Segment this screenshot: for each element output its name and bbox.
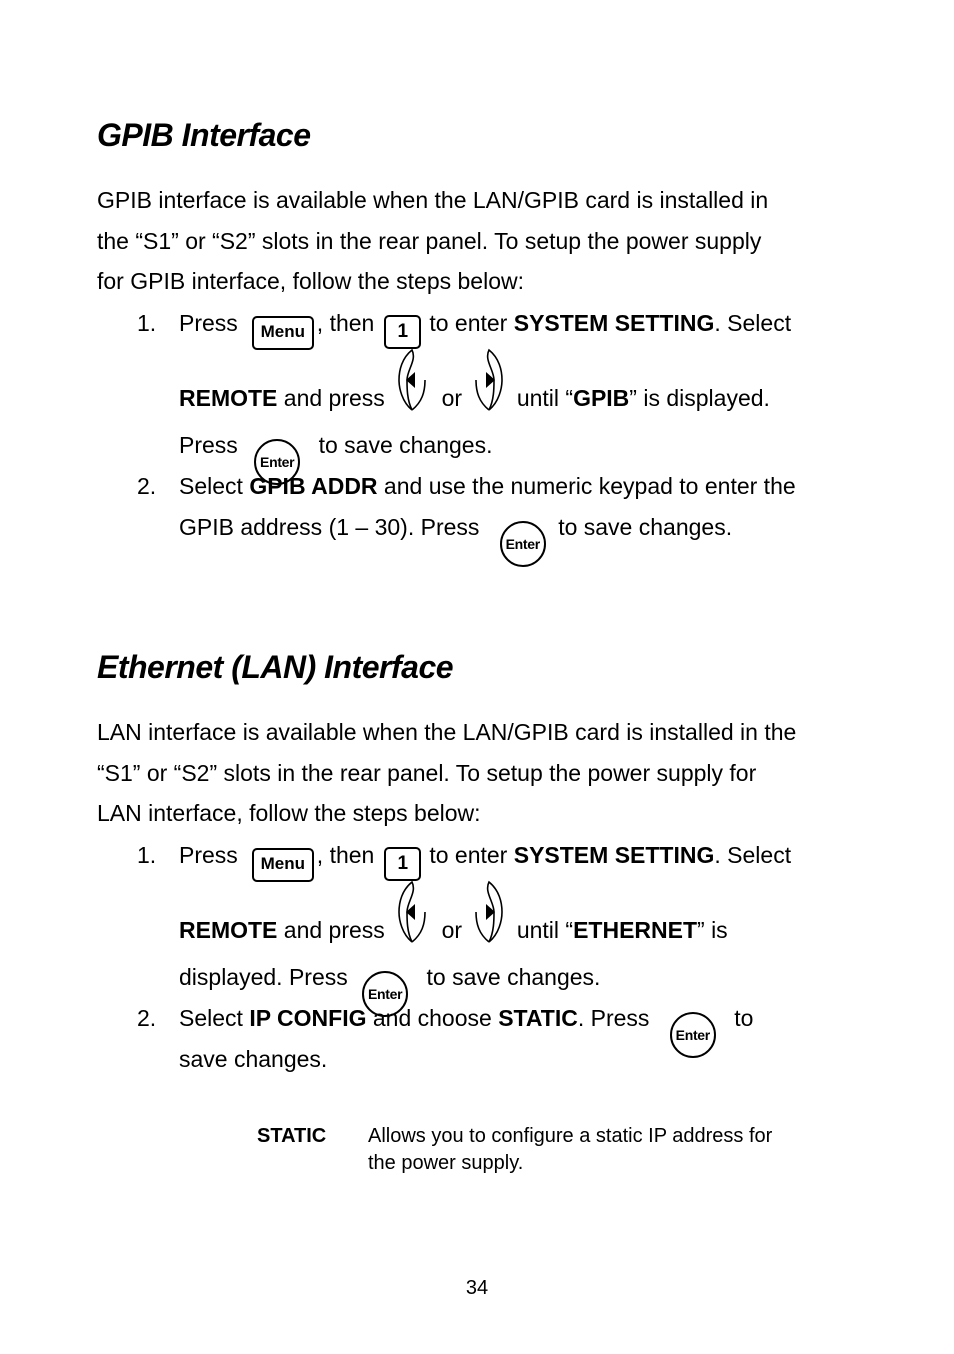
gpib-addr-label: GPIB ADDR [249,473,378,499]
text: and use the numeric keypad to enter the [377,473,796,499]
text: and choose [366,1005,499,1031]
text: Press [179,842,238,868]
text: displayed. Press [179,964,348,990]
lan-intro-line-2: “S1” or “S2” slots in the rear panel. To setup the power supply for [97,760,757,786]
one-key: 1 [384,847,421,881]
gpib-mode-label: GPIB [573,385,630,411]
text: Select [179,1005,250,1031]
remote-label: REMOTE [179,917,278,943]
text: until “ [516,385,574,411]
text: GPIB address (1 – 30). Press [179,514,480,540]
text: or [441,917,463,943]
lan-heading: Ethernet (LAN) Interface [97,649,454,685]
right-arrow-key-icon [474,880,504,946]
gpib-step1-number: 1. [137,310,157,336]
text: , then [316,842,375,868]
gpib-intro-line-3: for GPIB interface, follow the steps below: [97,268,524,294]
lan-step1-line-2 [179,880,728,946]
definition-term: STATIC [257,1125,327,1147]
text: and press [277,385,385,411]
text: to save changes. [426,964,601,990]
left-arrow-key-icon [397,348,427,414]
system-setting-label: SYSTEM SETTING [513,842,715,868]
lan-intro-line-1: LAN interface is available when the LAN/GPIB card is installed in the [97,719,797,745]
text: . Select [714,842,792,868]
gpib-heading: GPIB Interface [97,117,311,153]
definition-desc-line-2: the power supply. [368,1152,524,1174]
text: Press [179,432,238,458]
right-arrow-key-icon [474,348,504,414]
gpib-step2-number: 2. [137,473,157,499]
system-setting-label: SYSTEM SETTING [513,310,715,336]
lan-step1-number: 1. [137,842,157,868]
text: . Select [714,310,792,336]
menu-key: Menu [252,848,314,882]
one-key: 1 [384,315,421,349]
text: to [734,1005,754,1031]
lan-step2-number: 2. [137,1005,157,1031]
gpib-step1-line-2 [179,348,770,414]
text: , then [316,310,375,336]
gpib-intro-line-1: GPIB interface is available when the LAN/GPIB card is installed in [97,187,769,213]
text: to save changes. [558,514,733,540]
enter-key: Enter [362,971,408,1017]
lan-step1-line-1 [179,841,791,882]
text: ” is [697,917,728,943]
lan-step2-line-2: save changes. [179,1046,328,1072]
gpib-step2-line-2 [179,513,732,567]
lan-intro-line-3: LAN interface, follow the steps below: [97,800,481,826]
gpib-step2-line-1 [179,472,796,500]
text: to save changes. [318,432,493,458]
enter-key: Enter [500,521,546,567]
page-number: 34 [465,1277,489,1299]
gpib-step1-line-1 [179,309,791,350]
text: . Press [577,1005,650,1031]
text: ” is displayed. [629,385,770,411]
text: Select [179,473,250,499]
static-label: STATIC [498,1005,578,1031]
enter-key: Enter [254,439,300,485]
text: until “ [516,917,574,943]
ip-config-label: IP CONFIG [249,1005,367,1031]
text: Press [179,310,238,336]
definition-desc-line-1: Allows you to configure a static IP address for [368,1125,773,1147]
gpib-intro-line-2: the “S1” or “S2” slots in the rear panel. To setup the power supply [97,228,762,254]
text: to enter [429,310,508,336]
menu-key: Menu [252,316,314,350]
text: to enter [429,842,508,868]
ethernet-mode-label: ETHERNET [573,917,698,943]
text: or [441,385,463,411]
enter-key: Enter [670,1012,716,1058]
remote-label: REMOTE [179,385,278,411]
left-arrow-key-icon [397,880,427,946]
text: and press [277,917,385,943]
